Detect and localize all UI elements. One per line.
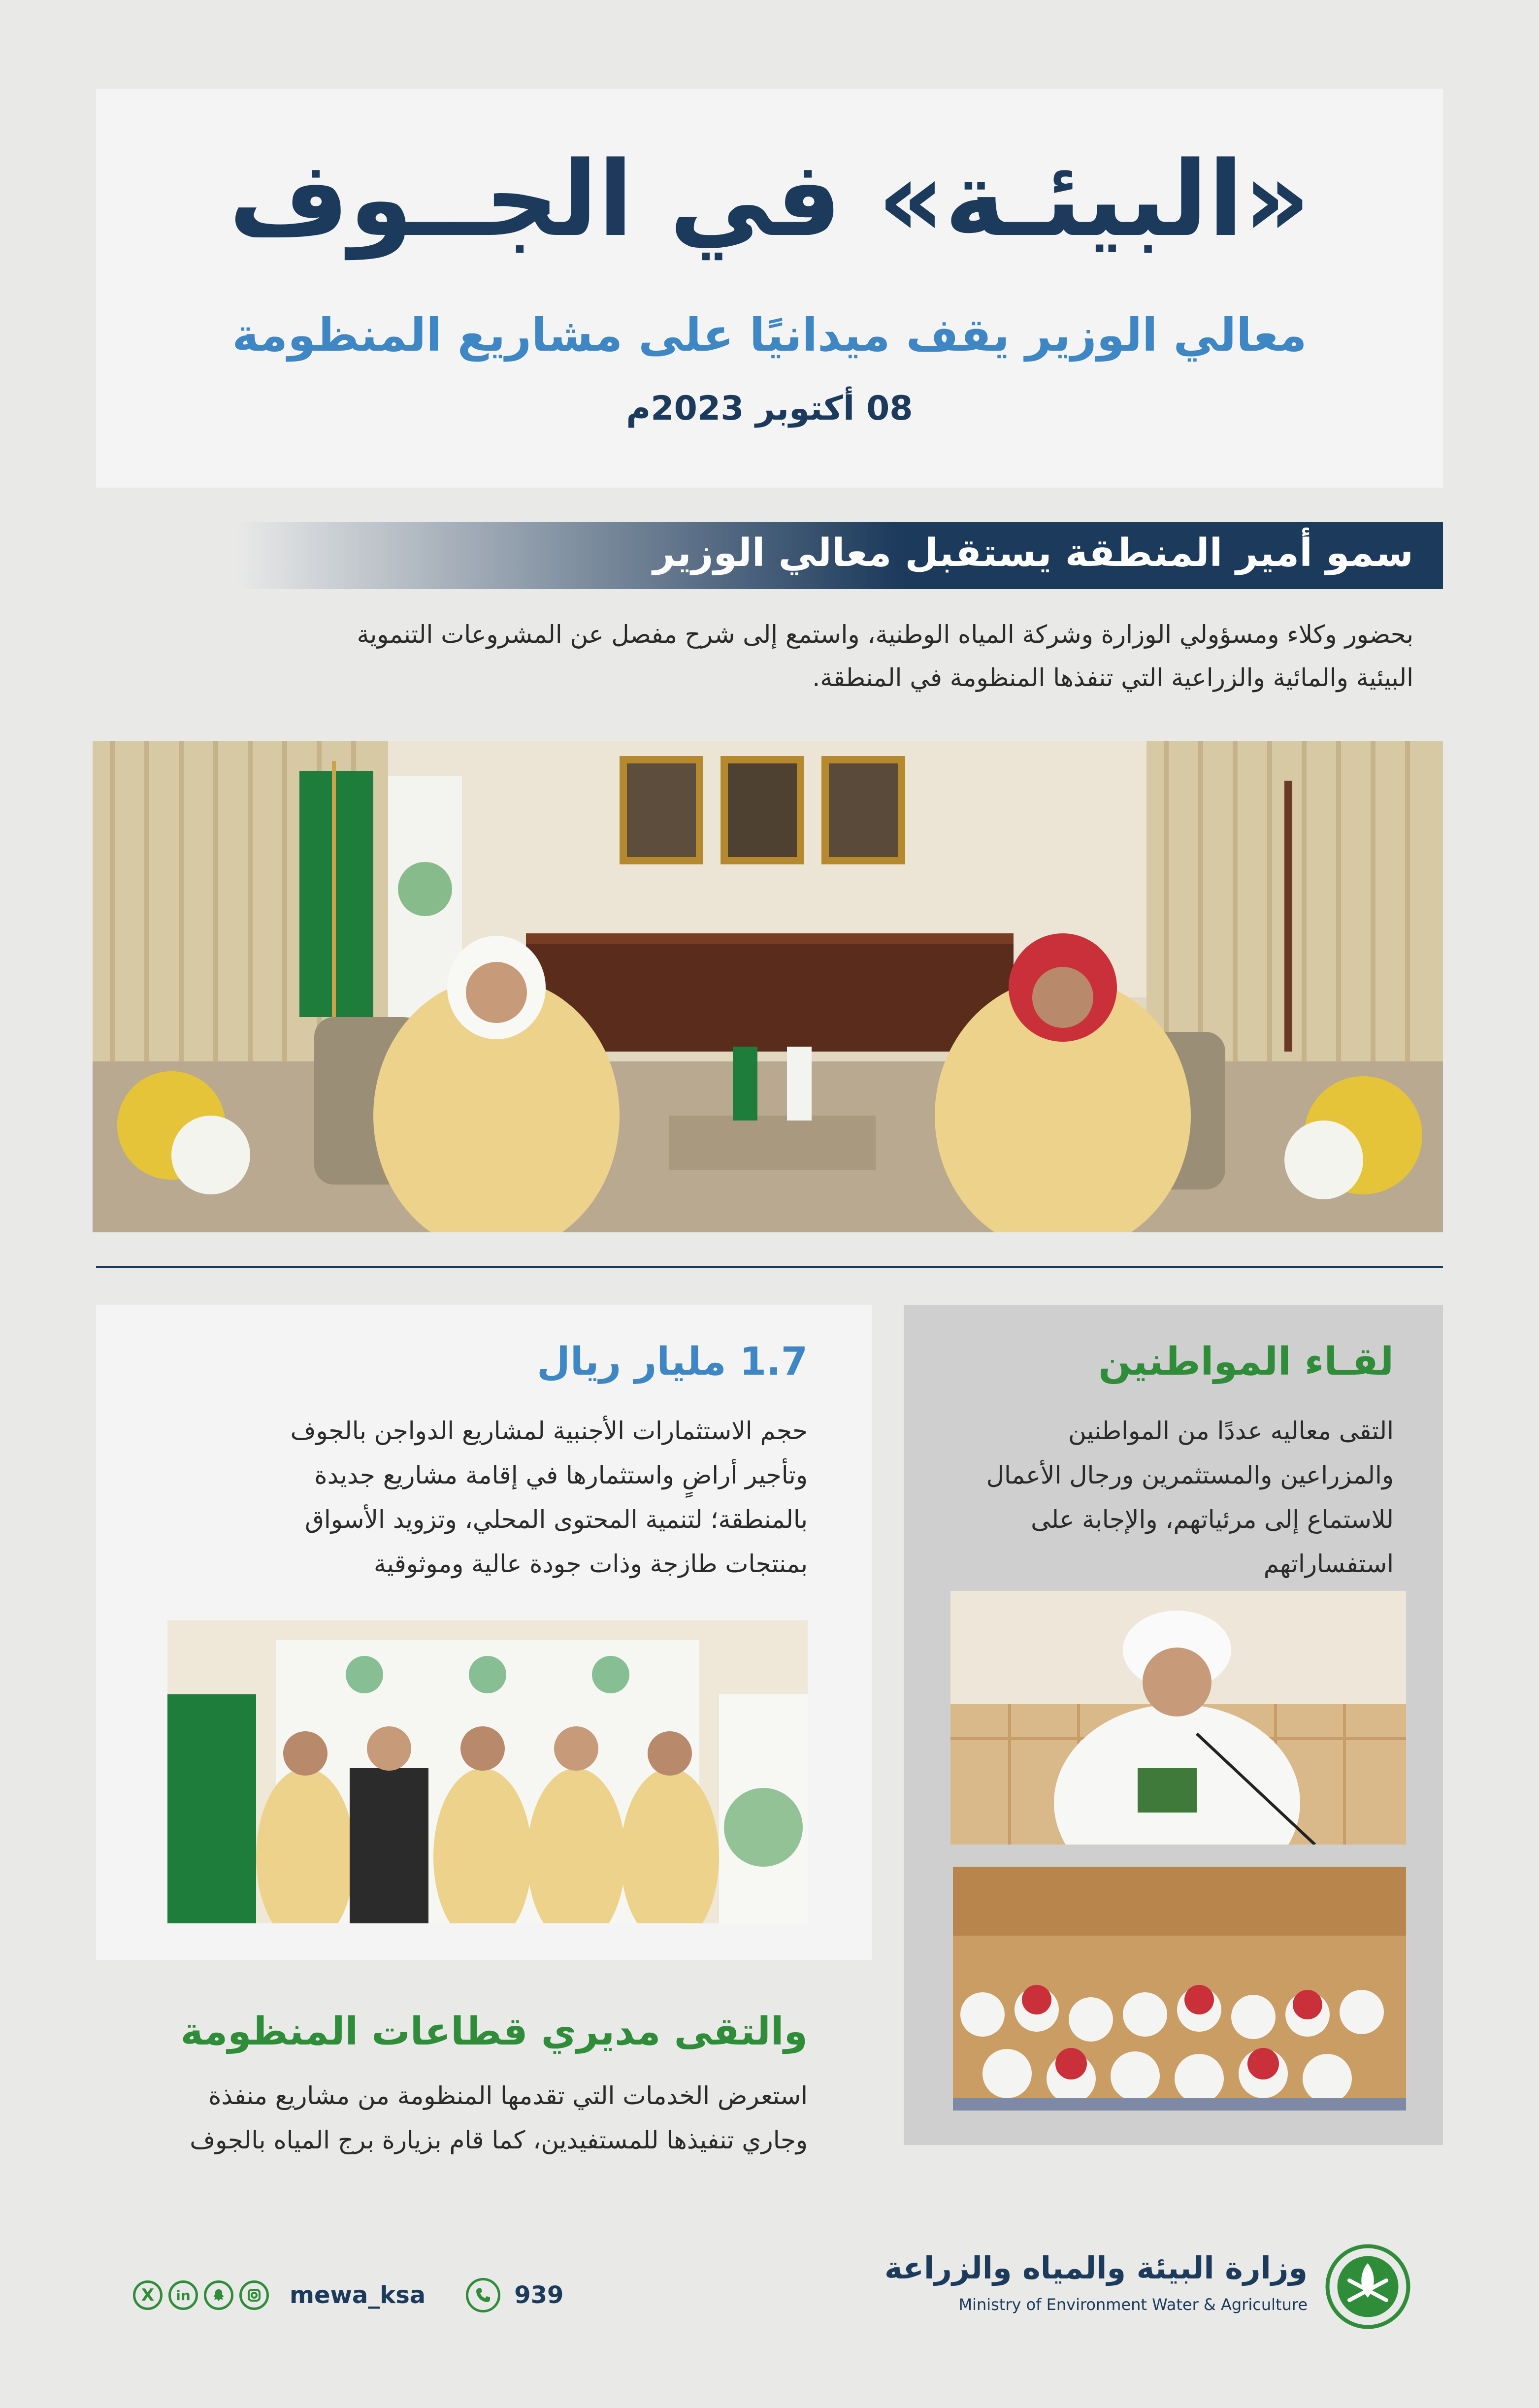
linkedin-icon[interactable]: in [168, 2280, 198, 2310]
ministry-name-ar: وزارة البيئة والمياه والزراعة [884, 2250, 1308, 2286]
phone-icon [466, 2278, 500, 2312]
investment-heading: 1.7 مليار ريال [537, 1340, 808, 1384]
citizens-paragraph [926, 1409, 1394, 1586]
sectors-heading: والتقى مديري قطاعات المنظومة [180, 2010, 808, 2054]
investment-paragraph [167, 1409, 808, 1586]
citizens-line: التقى معاليه عددًا من المواطنين [1068, 1417, 1394, 1445]
sectors-line: وجاري تنفيذها للمستفيدين، كما قام بزيارة برج المياه بالجوف [190, 2126, 808, 2154]
ministry-logo-icon [1325, 2243, 1411, 2330]
section-banner [236, 522, 1443, 589]
investment-line: بمنتجات طازجة وذات جودة عالية وموثوقية [373, 1550, 808, 1578]
investment-line: بالمنطقة؛ لتنمية المحتوى المحلي، وتزويد الأسواق [305, 1505, 808, 1534]
page-title: «البيئـة» في الجــوف [229, 139, 1310, 260]
page-subtitle: معالي الوزير يقف ميدانيًا على مشاريع المنظومة [232, 309, 1307, 362]
snapchat-icon[interactable] [204, 2280, 233, 2310]
ministry-name-en: Ministry of Environment Water & Agriculture [958, 2295, 1308, 2314]
investment-line: وتأجير أراضٍ واستثمارها في إقامة مشاريع جديدة [314, 1461, 808, 1489]
x-icon[interactable]: X [133, 2280, 163, 2310]
investment-line: حجم الاستثمارات الأجنبية لمشاريع الدواجن بالجوف [290, 1417, 808, 1445]
social-handle[interactable]: mewa_ksa [290, 2281, 426, 2309]
section1-line: البيئية والمائية والزراعية التي تنفذها المنظومة في المنطقة. [812, 663, 1413, 692]
citizens-line: والمزراعين والمستثمرين ورجال الأعمال [986, 1461, 1394, 1489]
citizens-line: للاستماع إلى مرئياتهم، والإجابة على [1031, 1505, 1394, 1534]
signing-photo [167, 1620, 808, 1923]
page-date: 08 أكتوبر 2023م [626, 389, 913, 428]
audience-photo [953, 1867, 1406, 2111]
section1-paragraph [182, 613, 1413, 699]
social-bar [133, 2276, 563, 2315]
phone-number[interactable]: 939 [514, 2281, 564, 2309]
instagram-icon[interactable] [239, 2280, 269, 2310]
citizens-heading: لقـاء المواطنين [1098, 1340, 1394, 1384]
section-banner-title: سمو أمير المنطقة يستقبل معالي الوزير [653, 531, 1413, 575]
section-divider [96, 1266, 1443, 1268]
sectors-line: استعرض الخدمات التي تقدمها المنظومة من مشاريع منفذة [208, 2081, 808, 2110]
section1-line: بحضور وكلاء ومسؤولي الوزارة وشركة المياه الوطنية، واستمع إلى شرح مفصل عن المشروعات التنموية [357, 620, 1413, 649]
meeting-photo [93, 741, 1443, 1232]
citizens-line: استفساراتهم [1263, 1550, 1394, 1578]
speaker-photo [950, 1591, 1406, 1845]
sectors-paragraph [118, 2074, 808, 2162]
